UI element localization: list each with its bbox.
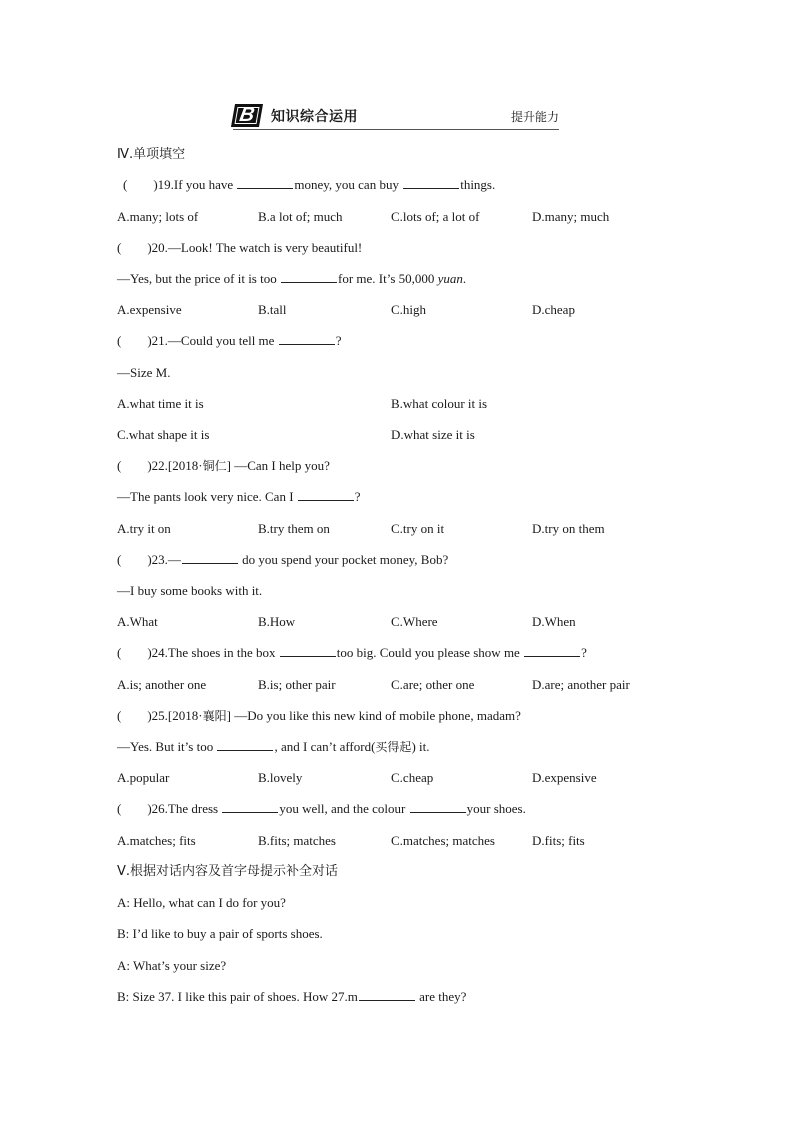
option-d: D.are; another pair [532, 677, 630, 692]
option-a: A.many; lots of [117, 209, 199, 224]
answer-paren[interactable]: ( ) [117, 708, 152, 723]
dialog-line: A: What’s your size? [117, 958, 227, 973]
option-b: B.a lot of; much [258, 209, 343, 224]
answer-paren[interactable]: ( ) [117, 552, 152, 567]
question-22: ( )22.[2018·铜仁] —Can I help you? [117, 458, 330, 473]
option-c: C.high [391, 302, 427, 317]
blank[interactable] [359, 988, 415, 1001]
option-b: B.try them on [258, 521, 330, 536]
blank[interactable] [280, 644, 336, 657]
option-d: D.many; much [532, 209, 610, 224]
option-d: D.try on them [532, 521, 605, 536]
option-a: A.is; another one [117, 677, 207, 692]
question-25: ( )25.[2018·襄阳] —Do you like this new kind of mobile phone, madam? [117, 708, 521, 723]
option-a: A.What [117, 614, 158, 629]
option-c: C.what shape it is [117, 427, 210, 442]
blank[interactable] [237, 176, 293, 189]
dialog-line: A: Hello, what can I do for you? [117, 895, 286, 910]
section-b-badge: B [231, 104, 263, 127]
option-a: A.expensive [117, 302, 182, 317]
option-d: D.expensive [532, 770, 597, 785]
option-c: C.try on it [391, 521, 445, 536]
option-a: A.matches; fits [117, 833, 196, 848]
answer-paren[interactable]: ( ) [117, 458, 152, 473]
question-21-reply: —Size M. [117, 365, 171, 380]
section-5-title: Ⅴ.根据对话内容及首字母提示补全对话 [117, 864, 339, 879]
answer-paren[interactable]: ( ) [117, 645, 152, 660]
answer-paren[interactable]: ( ) [117, 333, 152, 348]
header-title: 知识综合运用 [271, 109, 358, 125]
blank[interactable] [281, 270, 337, 283]
blank[interactable] [524, 644, 580, 657]
answer-paren[interactable]: ( ) [123, 177, 158, 192]
question-20-reply: —Yes, but the price of it is too for me. It’s 50,000 yuan. [117, 271, 467, 286]
question-19: ( )19.If you have money, you can buy things. [123, 177, 496, 192]
option-a: A.try it on [117, 521, 171, 536]
question-25-reply: —Yes. But it’s too , and I can’t afford(买得起) it. [117, 739, 430, 754]
question-26: ( )26.The dress you well, and the colour your shoes. [117, 801, 526, 816]
option-b: B.fits; matches [258, 833, 336, 848]
dialog-line: B: I’d like to buy a pair of sports shoes. [117, 926, 323, 941]
question-21: ( )21.—Could you tell me ? [117, 333, 342, 348]
option-b: B.tall [258, 302, 287, 317]
answer-paren[interactable]: ( ) [117, 801, 152, 816]
dialog-line: B: Size 37. I like this pair of shoes. How 27.m are they? [117, 989, 467, 1004]
option-c: C.lots of; a lot of [391, 209, 480, 224]
option-c: C.matches; matches [391, 833, 495, 848]
blank[interactable] [410, 800, 466, 813]
blank[interactable] [279, 332, 335, 345]
blank[interactable] [222, 800, 278, 813]
option-b: B.How [258, 614, 296, 629]
question-23: ( )23.— do you spend your pocket money, Bob? [117, 552, 449, 567]
option-a: A.what time it is [117, 396, 204, 411]
option-d: D.cheap [532, 302, 575, 317]
header-subtitle: 提升能力 [510, 110, 559, 124]
question-22-reply: —The pants look very nice. Can I ? [117, 489, 361, 504]
section-4-title: Ⅳ.单项填空 [117, 147, 186, 162]
option-c: C.are; other one [391, 677, 475, 692]
answer-paren[interactable]: ( ) [117, 240, 152, 255]
blank[interactable] [217, 738, 273, 751]
option-c: C.Where [391, 614, 438, 629]
option-d: D.what size it is [391, 427, 475, 442]
option-a: A.popular [117, 770, 170, 785]
option-d: D.fits; fits [532, 833, 585, 848]
section-header [233, 103, 559, 130]
blank[interactable] [403, 176, 459, 189]
option-d: D.When [532, 614, 576, 629]
question-23-reply: —I buy some books with it. [117, 583, 263, 598]
option-c: C.cheap [391, 770, 434, 785]
option-b: B.what colour it is [391, 396, 488, 411]
question-24: ( )24.The shoes in the box too big. Could you please show me ? [117, 645, 587, 660]
option-b: B.lovely [258, 770, 303, 785]
blank[interactable] [298, 488, 354, 501]
option-b: B.is; other pair [258, 677, 336, 692]
blank[interactable] [182, 551, 238, 564]
question-20: ( )20.—Look! The watch is very beautiful! [117, 240, 363, 255]
